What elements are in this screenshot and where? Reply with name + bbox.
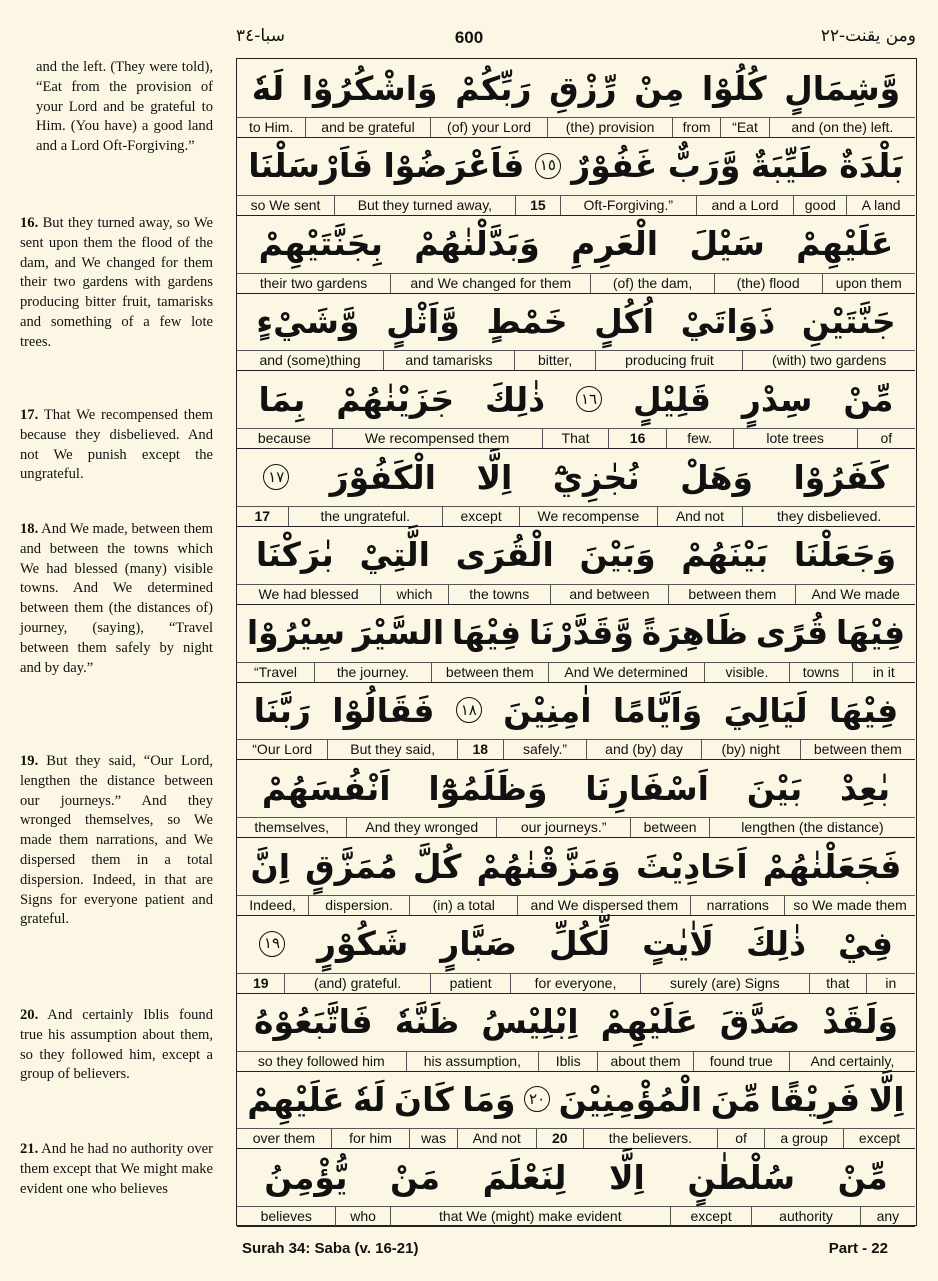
arabic-word: اَحَادِيْثَ bbox=[635, 846, 748, 886]
gloss-line bbox=[237, 817, 915, 838]
gloss-cell: because bbox=[237, 429, 332, 448]
gloss-verse-number: 18 bbox=[458, 740, 504, 759]
arabic-line bbox=[237, 1148, 915, 1206]
gloss-cell: except bbox=[858, 1130, 901, 1147]
gloss-cell: our journeys.” bbox=[497, 818, 631, 837]
arabic-word: لِنَعْلَمَ bbox=[482, 1157, 567, 1197]
gloss-line bbox=[237, 1128, 915, 1149]
gloss-cell: And We made bbox=[811, 585, 900, 602]
arabic-word: اٰمِنِيْنَ bbox=[503, 690, 592, 730]
verse-line bbox=[237, 681, 915, 759]
arabic-word: خَمْطٍ bbox=[486, 301, 568, 341]
gloss-cell: surely (are) Signs bbox=[641, 974, 811, 993]
arabic-word: رَبِّكُمْ bbox=[455, 68, 532, 108]
arabic-line bbox=[237, 292, 915, 350]
verse-line bbox=[237, 59, 915, 137]
verse-number: 20. bbox=[20, 1007, 39, 1023]
arabic-word: قَلِيْلٍ bbox=[632, 379, 711, 419]
gloss-cell: and be grateful bbox=[306, 118, 431, 137]
juz-header-label: ومن يقنت-٢٢ bbox=[820, 26, 916, 46]
gloss-cell: Iblis bbox=[539, 1052, 598, 1071]
verse-line bbox=[237, 215, 915, 293]
arabic-word: اِلَّا bbox=[868, 1079, 905, 1119]
arabic-word: وَجَعَلْنَا bbox=[793, 535, 897, 575]
gloss-line bbox=[237, 350, 915, 371]
gloss-cell: from bbox=[673, 118, 721, 137]
arabic-word: بٰعِدْ bbox=[840, 768, 891, 808]
arabic-word: وَّرَبٌّ bbox=[667, 146, 741, 186]
gloss-line bbox=[237, 895, 915, 916]
gloss-cell: and a Lord bbox=[697, 196, 795, 215]
arabic-word: اِلَّا bbox=[476, 457, 513, 497]
gloss-line bbox=[237, 117, 915, 138]
gloss-cell: “Our Lord bbox=[237, 740, 328, 759]
ayah-end-marker: ١٦ bbox=[576, 386, 602, 412]
gloss-cell: And not bbox=[458, 1129, 537, 1148]
verse-line bbox=[237, 915, 915, 993]
translation-paragraph bbox=[20, 1140, 213, 1199]
gloss-cell: (of) the dam, bbox=[591, 274, 714, 293]
gloss-cell: (by) night bbox=[702, 740, 801, 759]
arabic-word: ظَنَّهٗ bbox=[394, 1002, 460, 1042]
arabic-word: عَلَيْهِمْ bbox=[796, 224, 894, 264]
gloss-line bbox=[237, 273, 915, 294]
gloss-cell: and (some)thing bbox=[237, 351, 384, 370]
gloss-cell: And they wronged bbox=[347, 818, 497, 837]
arabic-word: صَبَّارٍ bbox=[440, 924, 518, 964]
arabic-word: بٰرَكْنَا bbox=[255, 535, 334, 575]
gloss-cell: except bbox=[443, 507, 520, 526]
arabic-word: لِّكُلِّ bbox=[549, 924, 611, 964]
arabic-word: لَهٗ bbox=[251, 68, 285, 108]
arabic-word: نُجٰزِيْٓ bbox=[552, 457, 640, 497]
gloss-cell: producing fruit bbox=[596, 351, 743, 370]
arabic-word: بَيْنَ bbox=[746, 768, 803, 808]
arabic-word: اِلَّا bbox=[608, 1157, 645, 1197]
arabic-word: الْعَرِمِ bbox=[571, 224, 659, 264]
arabic-word: شَكُوْرٍ bbox=[316, 924, 409, 964]
gloss-cell: themselves, bbox=[237, 818, 347, 837]
arabic-word: ذَوَاتَيْ bbox=[680, 301, 776, 341]
arabic-word: فِيْهَا bbox=[451, 613, 522, 653]
arabic-word: فَقَالُوْا bbox=[332, 690, 435, 730]
arabic-word: وَظَلَمُوْٓا bbox=[428, 768, 548, 808]
gloss-cell: was bbox=[410, 1129, 457, 1148]
gloss-cell: that bbox=[810, 974, 867, 993]
arabic-word: مِنْ bbox=[634, 68, 685, 108]
translation-text: and the left. (They were told), “Eat from the provision of your Lord and be grateful to Him. (You have) a good land and a Lord Oft-Forgiving.” bbox=[36, 59, 213, 155]
gloss-cell: a group bbox=[765, 1129, 844, 1148]
gloss-cell: lote trees bbox=[734, 429, 858, 448]
gloss-cell: We had blessed bbox=[237, 585, 381, 604]
arabic-word: فَاتَّبَعُوْهُ bbox=[254, 1002, 373, 1042]
arabic-word: مُمَزَّقٍ bbox=[305, 846, 398, 886]
gloss-cell: between them bbox=[669, 585, 796, 604]
verse-line bbox=[237, 137, 915, 215]
gloss-cell: which bbox=[381, 585, 449, 604]
gloss-verse-number: 17 bbox=[237, 507, 288, 526]
arabic-word: ذٰلِكَ bbox=[485, 379, 546, 419]
page-number: 600 bbox=[454, 28, 484, 47]
gloss-cell: for everyone, bbox=[511, 974, 640, 993]
arabic-word: فَاَعْرَضُوْا bbox=[383, 146, 525, 186]
arabic-word: اُكُلٍ bbox=[594, 301, 655, 341]
arabic-word: وَاشْكُرُوْا bbox=[301, 68, 438, 108]
verse-line bbox=[237, 837, 915, 915]
ayah-end-marker: ٢٠ bbox=[524, 1086, 550, 1112]
verse-line bbox=[237, 1148, 915, 1226]
gloss-cell: and tamarisks bbox=[384, 351, 515, 370]
gloss-cell: between them bbox=[813, 741, 902, 758]
arabic-word: اِنَّ bbox=[250, 846, 291, 886]
ayah-end-marker: ١٧ bbox=[263, 464, 289, 490]
arabic-word: الْمُؤْمِنِيْنَ bbox=[558, 1079, 703, 1119]
gloss-cell: Oft-Forgiving.” bbox=[561, 196, 697, 215]
arabic-word: بَلْدَةٌ bbox=[839, 146, 904, 186]
gloss-cell: the believers. bbox=[584, 1129, 718, 1148]
gloss-line bbox=[237, 973, 915, 994]
translation-text: And certainly Iblis found true his assumption about them, so they followed him, except a group of believers. bbox=[20, 1007, 214, 1083]
arabic-word: لَهٗ bbox=[352, 1079, 386, 1119]
arabic-line bbox=[237, 215, 915, 273]
arabic-word: فِيْهَا bbox=[835, 613, 906, 653]
verse-number: 17. bbox=[20, 407, 39, 423]
arabic-word: وَبَدَّلْنٰهُمْ bbox=[414, 224, 540, 264]
gloss-cell: We recompense bbox=[520, 507, 657, 526]
gloss-cell: (in) a total bbox=[410, 896, 518, 915]
gloss-cell: the journey. bbox=[315, 663, 432, 682]
gloss-cell: and (on the) left. bbox=[791, 119, 894, 135]
gloss-cell: good bbox=[794, 196, 847, 215]
gloss-cell: Indeed, bbox=[237, 896, 309, 915]
gloss-cell: the ungrateful. bbox=[289, 507, 443, 526]
gloss-cell: found true bbox=[694, 1052, 790, 1071]
gloss-cell: bitter, bbox=[515, 351, 597, 370]
arabic-word: لَيَالِيَ bbox=[723, 690, 808, 730]
gloss-verse-number: 15 bbox=[516, 196, 561, 215]
ayah-end-marker: ١٥ bbox=[535, 153, 561, 179]
gloss-cell: in it bbox=[872, 663, 895, 680]
gloss-cell: of bbox=[880, 430, 893, 447]
gloss-cell: in bbox=[885, 974, 897, 991]
arabic-word: غَفُوْرٌ bbox=[571, 146, 658, 186]
arabic-line bbox=[237, 59, 915, 117]
gloss-cell: dispersion. bbox=[309, 896, 410, 915]
part-footer: Part - 22 bbox=[828, 1240, 888, 1257]
arabic-word: سِيْرُوْا bbox=[246, 613, 346, 653]
gloss-cell: any bbox=[876, 1208, 900, 1225]
gloss-line bbox=[237, 1206, 915, 1227]
gloss-cell: and between bbox=[551, 585, 670, 604]
arabic-word: بَيْنَهُمْ bbox=[681, 535, 769, 575]
arabic-word: اَنْفُسَهُمْ bbox=[261, 768, 391, 808]
translation-text: But they said, “Our Lord, lengthen the distance between our journeys.” And they wronged themselves, so We made them narrations, and We dispersed them in a total dispersion. Indeed, in that are Signs for everyone patient and grateful. bbox=[20, 753, 213, 928]
arabic-word: وَاَيَّامًا bbox=[612, 690, 703, 730]
gloss-cell: And not bbox=[658, 507, 744, 526]
gloss-cell: over them bbox=[237, 1129, 332, 1148]
arabic-word: فَجَعَلْنٰهُمْ bbox=[762, 846, 902, 886]
gloss-verse-number: 16 bbox=[609, 429, 666, 448]
translation-paragraph bbox=[20, 406, 213, 485]
gloss-cell: upon them bbox=[835, 274, 902, 291]
arabic-word: مِّنْ bbox=[837, 1157, 888, 1197]
arabic-word: اِبْلِيْسُ bbox=[481, 1002, 579, 1042]
gloss-cell: few. bbox=[667, 429, 734, 448]
translation-text: And We made, between them and between the towns which We had blessed (many) visible towns. And We determined between them (the distances of) journey, (saying), “Travel between them safely by night and by day.” bbox=[20, 521, 213, 676]
arabic-word: الْقُرَى bbox=[455, 535, 554, 575]
arabic-word: مِّنَ bbox=[710, 1079, 761, 1119]
arabic-word: فِيْهَا bbox=[829, 690, 899, 730]
gloss-line bbox=[237, 739, 915, 760]
gloss-cell: the towns bbox=[449, 585, 551, 604]
gloss-cell: except bbox=[671, 1207, 752, 1226]
gloss-cell: that We (might) make evident bbox=[391, 1207, 671, 1226]
arabic-line bbox=[237, 759, 915, 817]
arabic-word: ظَاهِرَةً bbox=[641, 613, 748, 653]
arabic-line bbox=[237, 137, 915, 195]
gloss-cell: And certainly, bbox=[810, 1052, 895, 1069]
arabic-line bbox=[237, 448, 915, 506]
translation-paragraph bbox=[20, 1006, 213, 1085]
arabic-word: يُّؤْمِنُ bbox=[264, 1157, 348, 1197]
translation-paragraph bbox=[20, 214, 213, 353]
gloss-cell: towns bbox=[790, 663, 852, 682]
translation-paragraph bbox=[20, 752, 213, 930]
verse-line bbox=[237, 448, 915, 526]
gloss-cell: so they followed him bbox=[237, 1052, 407, 1071]
arabic-word: كُلُوْا bbox=[701, 68, 767, 108]
gloss-cell: A land bbox=[861, 196, 901, 213]
gloss-cell: so We made them bbox=[793, 897, 907, 913]
arabic-word: كُلَّ bbox=[412, 846, 462, 886]
arabic-word: جَزَيْنٰهُمْ bbox=[336, 379, 455, 419]
arabic-word: بِمَا bbox=[258, 379, 306, 419]
verse-line bbox=[237, 370, 915, 448]
gloss-cell: about them bbox=[598, 1052, 694, 1071]
gloss-cell: (of) your Lord bbox=[431, 118, 549, 137]
gloss-cell: (with) two gardens bbox=[772, 352, 887, 369]
arabic-word: جَنَّتَيْنِ bbox=[801, 301, 896, 341]
gloss-cell: But they said, bbox=[328, 740, 458, 759]
arabic-word: لَاٰيٰتٍ bbox=[642, 924, 714, 964]
gloss-cell: authority bbox=[752, 1207, 860, 1226]
gloss-cell: his assumption, bbox=[407, 1052, 540, 1071]
arabic-word: السَّيْرَ bbox=[352, 613, 445, 653]
arabic-word: ذٰلِكَ bbox=[745, 924, 807, 964]
gloss-cell: and We changed for them bbox=[391, 274, 591, 293]
gloss-cell: who bbox=[336, 1207, 390, 1226]
gloss-cell: believes bbox=[237, 1207, 336, 1226]
verse-number: 19. bbox=[20, 753, 39, 769]
arabic-line bbox=[237, 1070, 915, 1128]
gloss-line bbox=[237, 584, 915, 605]
gloss-cell: their two gardens bbox=[237, 274, 391, 293]
gloss-cell: safely.” bbox=[504, 740, 588, 759]
gloss-cell: to Him. bbox=[237, 118, 306, 137]
verse-number: 18. bbox=[20, 521, 39, 537]
gloss-line bbox=[237, 195, 915, 216]
gloss-cell: and (by) day bbox=[587, 740, 701, 759]
arabic-word: سُلْطٰنٍ bbox=[687, 1157, 796, 1197]
verse-line bbox=[237, 526, 915, 604]
verse-line bbox=[237, 292, 915, 370]
gloss-line bbox=[237, 662, 915, 683]
gloss-cell: lengthen (the distance) bbox=[741, 819, 884, 836]
translation-text: But they turned away, so We sent upon them the flood of the dam, and We changed for them their two gardens with gardens producing bitter fruit, tamarisks and something of a few lote trees. bbox=[20, 215, 213, 350]
gloss-cell: for him bbox=[332, 1129, 411, 1148]
verse-line bbox=[237, 604, 915, 682]
gloss-verse-number: 20 bbox=[537, 1129, 584, 1148]
arabic-word: وَّشَيْءٍ bbox=[256, 301, 360, 341]
translation-paragraph bbox=[20, 58, 213, 157]
arabic-word: رِّزْقِ bbox=[549, 68, 617, 108]
arabic-word: الَّتِيْ bbox=[359, 535, 430, 575]
word-by-word-panel bbox=[236, 58, 917, 1226]
arabic-word: وَبَيْنَ bbox=[579, 535, 656, 575]
arabic-word: الْكَفُوْرَ bbox=[329, 457, 436, 497]
gloss-cell: between bbox=[631, 818, 710, 837]
verse-number: 16. bbox=[20, 215, 39, 231]
arabic-word: وَمَزَّقْنٰهُمْ bbox=[476, 846, 621, 886]
arabic-word: عَلَيْهِمْ bbox=[600, 1002, 698, 1042]
arabic-word: مَنْ bbox=[389, 1157, 441, 1197]
gloss-cell: But they turned away, bbox=[335, 196, 516, 215]
gloss-cell: visible. bbox=[705, 663, 791, 682]
arabic-word: طَيِّبَةٌ bbox=[750, 146, 829, 186]
arabic-word: وَلَقَدْ bbox=[822, 1002, 898, 1042]
translation-text: And he had no authority over them except that We might make evident one who believes bbox=[20, 1141, 213, 1197]
surah-footer: Surah 34: Saba (v. 16-21) bbox=[242, 1240, 419, 1257]
arabic-word: سِدْرٍ bbox=[741, 379, 813, 419]
verse-line bbox=[237, 1070, 915, 1148]
arabic-word: كَانَ bbox=[393, 1079, 454, 1119]
arabic-line bbox=[237, 604, 915, 662]
gloss-cell: We recompensed them bbox=[333, 429, 543, 448]
gloss-cell: they disbelieved. bbox=[777, 508, 882, 524]
arabic-line bbox=[237, 993, 915, 1051]
ayah-end-marker: ١٩ bbox=[259, 931, 285, 957]
gloss-line bbox=[237, 428, 915, 449]
gloss-cell: of bbox=[718, 1129, 765, 1148]
verse-line bbox=[237, 993, 915, 1071]
arabic-line bbox=[237, 837, 915, 895]
arabic-word: وَّشِمَالٍ bbox=[784, 68, 901, 108]
arabic-word: فَرِيْقًا bbox=[769, 1079, 861, 1119]
gloss-cell: And We determined bbox=[549, 663, 705, 682]
arabic-line bbox=[237, 681, 915, 739]
arabic-word: صَدَّقَ bbox=[719, 1002, 801, 1042]
verse-line bbox=[237, 759, 915, 837]
gloss-cell: so We sent bbox=[237, 196, 335, 215]
arabic-word: وَهَلْ bbox=[680, 457, 754, 497]
gloss-cell: and We dispersed them bbox=[518, 896, 691, 915]
arabic-word: فِيْ bbox=[838, 924, 893, 964]
gloss-verse-number: 19 bbox=[237, 974, 285, 993]
translation-paragraph bbox=[20, 520, 213, 678]
gloss-cell: (the) flood bbox=[715, 274, 823, 293]
gloss-cell: “Eat bbox=[721, 118, 769, 137]
arabic-word: كَفَرُوْا bbox=[793, 457, 889, 497]
arabic-word: اَسْفَارِنَا bbox=[585, 768, 709, 808]
arabic-word: فَاَرْسَلْنَا bbox=[248, 146, 373, 186]
verse-number: 21. bbox=[20, 1141, 39, 1157]
ayah-end-marker: ١٨ bbox=[456, 697, 482, 723]
surah-header-label: سبا-٣٤ bbox=[236, 26, 285, 46]
arabic-word: رَبَّنَا bbox=[253, 690, 311, 730]
translation-text: That We recompensed them because they disbelieved. And not We punish except the ungrateful. bbox=[20, 407, 213, 483]
gloss-cell: (the) provision bbox=[548, 118, 673, 137]
arabic-word: مِّنْ bbox=[843, 379, 894, 419]
arabic-line bbox=[237, 526, 915, 584]
gloss-line bbox=[237, 1051, 915, 1072]
arabic-word: قُرًى bbox=[755, 613, 829, 653]
gloss-cell: patient bbox=[431, 974, 512, 993]
arabic-word: وَّقَدَّرْنَا bbox=[528, 613, 634, 653]
gloss-cell: (and) grateful. bbox=[285, 974, 430, 993]
arabic-word: سَيْلَ bbox=[689, 224, 765, 264]
gloss-line bbox=[237, 506, 915, 527]
arabic-word: وَمَا bbox=[462, 1079, 516, 1119]
arabic-word: بِجَنَّتَيْهِمْ bbox=[258, 224, 383, 264]
gloss-cell: narrations bbox=[691, 896, 785, 915]
arabic-line bbox=[237, 370, 915, 428]
arabic-line bbox=[237, 915, 915, 973]
gloss-cell: That bbox=[543, 429, 610, 448]
arabic-word: وَّاَثْلٍ bbox=[386, 301, 460, 341]
gloss-cell: “Travel bbox=[237, 663, 315, 682]
gloss-cell: between them bbox=[432, 663, 549, 682]
arabic-word: عَلَيْهِمْ bbox=[247, 1079, 345, 1119]
